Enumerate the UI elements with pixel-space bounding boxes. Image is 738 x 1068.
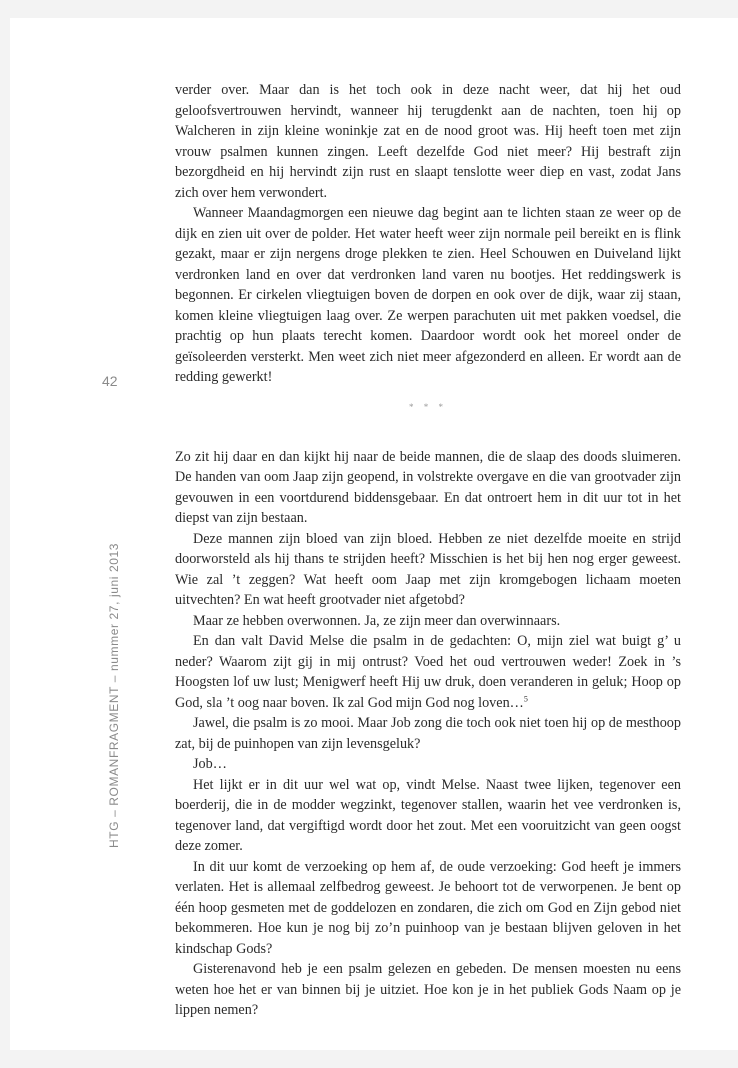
body-text	[175, 80, 681, 1021]
paragraph: Job…	[193, 756, 227, 772]
paragraph: Deze mannen zijn bloed van zijn bloed. Hebben ze niet dezelfde moeite en strijd doorworsteld als hij thans te strijden heeft? Misschien is het bij hen nog erger geweest. Wie zal ’t zeggen? Wat heeft oom Jaap met zijn kromgebogen lichaam moeten uitvechten? En wat heeft grootvader niet afgetobd?	[175, 530, 681, 608]
section-separator: * * *	[409, 401, 447, 412]
paragraph: verder over. Maar dan is het toch ook in deze nacht weer, dat hij het oud geloofsvertrouwen hervindt, wanneer hij terugdenkt aan de nachten, toen hij op Walcheren in zijn kleine woninkje zat en de nood groot was. Hij heeft toen met zijn vrouw psalmen kunnen zingen. Leeft dezelfde God niet meer? Hij bestraft zijn bezorgdheid en hij hervindt zijn rust en slaapt tenslotte weer diep en vast, zodat Jans zich over hem verwondert.	[175, 82, 681, 201]
paragraph-text: En dan valt David Melse die psalm in de gedachten: O, mijn ziel wat buigt g’ u neder? Waarom zijt gij in mij ontrust? Voed het oud vertrouwen weder! Zoek in ’s Hoogsten lof uw lust; Menigwerf heeft Hij uw druk, doen veranderen in geluk; Hoop op God, sla ’t oog naar boven. Ik zal God mijn God nog loven…	[175, 633, 681, 711]
page	[10, 18, 738, 1050]
paragraph: Maar ze hebben overwonnen. Ja, ze zijn meer dan overwinnaars.	[193, 612, 561, 629]
paragraph: Jawel, die psalm is zo mooi. Maar Job zong die toch ook niet toen hij op de mesthoop zat, bij de puinhopen van zijn levensgeluk?	[175, 715, 681, 752]
paragraph-with-footnote	[175, 631, 681, 713]
running-head: HTG – ROMANFRAGMENT – nummer 27, juni 2013	[107, 542, 121, 848]
footnote-marker: 5	[523, 693, 528, 703]
page-number: 42	[102, 373, 118, 389]
paragraph: Het lijkt er in dit uur wel wat op, vindt Melse. Naast twee lijken, tegenover een boerderij, die in de modder wegzinkt, tegenover stallen, waarin het vee verdronken is, tegenover land, dat vergiftigd wordt door het zout. Met een vooruitzicht van geen oogst deze zomer.	[175, 776, 681, 854]
paragraph: Zo zit hij daar en dan kijkt hij naar de beide mannen, die de slaap des doods sluimeren. De handen van oom Jaap zijn geopend, in volstrekte overgave en die van grootvader zijn gevouwen in een voortdurend biddensgebaar. En dat ontroert hem in dit uur tot in het diepst van zijn bestaan.	[175, 448, 681, 526]
paragraph: Wanneer Maandagmorgen een nieuwe dag begint aan te lichten staan ze weer op de dijk en zien uit over de polder. Het water heeft weer zijn normale peil bereikt en is flink gezakt, maar er zijn nergens droge plekken te zien. Heel Schouwen en Duiveland lijkt verdronken land en over dat verdronken land varen nu bootjes. Het reddingswerk is begonnen. Er cirkelen vliegtuigen boven de dorpen en ook over de dijk, waar zij staan, komen kleine vliegtuigen laag over. Ze werpen parachuten uit met pakken voedsel, die prachtig op hun plaats terecht komen. Daardoor wordt ook het moreel onder de geïsoleerden versterkt. Men weet zich niet meer afgezonderd en alleen. Er wordt aan de redding gewerkt!	[175, 205, 681, 385]
paragraph: In dit uur komt de verzoeking op hem af, de oude verzoeking: God heeft je immers verlaten. Het is allemaal zelfbedrog geweest. Je behoort tot de verworpenen. Je bent op één hoop gesmeten met de goddelozen en zondaren, die zich om God en Zijn gebod niet bekommeren. Hoe kun je nog bij zo’n puinhoop van je bestaan blijven geloven in het kindschap Gods?	[175, 858, 681, 957]
paragraph: Gisterenavond heb je een psalm gelezen en gebeden. De mensen moesten nu eens weten hoe het er van binnen bij je uitziet. Hoe kon je in het publiek Gods Naam op je lippen nemen?	[175, 961, 681, 1018]
